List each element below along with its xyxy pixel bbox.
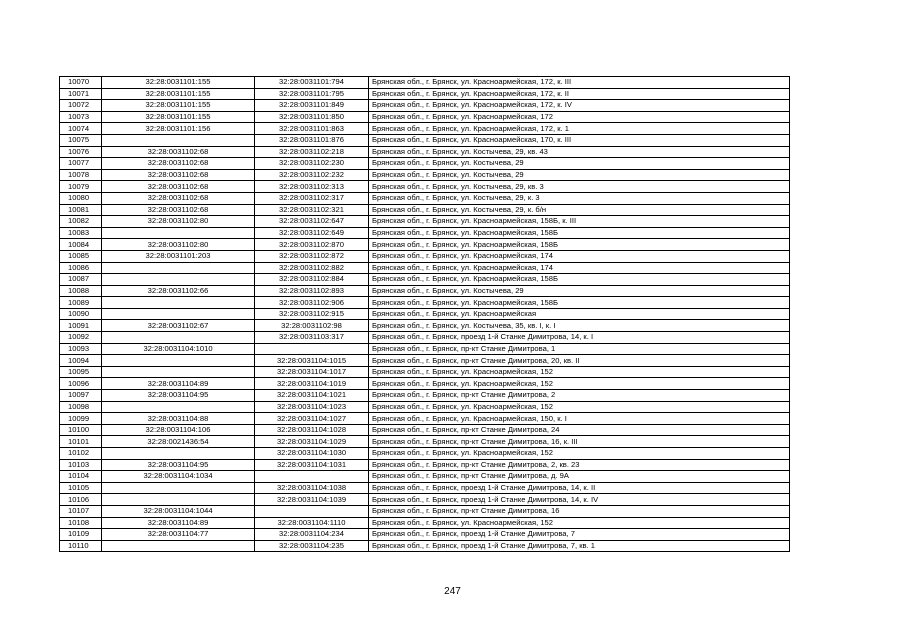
object-cadastral-number-cell: [255, 505, 369, 517]
address-cell: Брянская обл., г. Брянск, ул. Красноармейская, 172, к. II: [369, 88, 790, 100]
object-cadastral-number-cell: 32:28:0031102:317: [255, 192, 369, 204]
parcel-cadastral-number-cell: 32:28:0031104:95: [102, 459, 255, 471]
table-row: [60, 216, 790, 228]
parcel-cadastral-number-cell: 32:28:0031102:68: [102, 181, 255, 193]
parcel-cadastral-number-cell: [102, 332, 255, 344]
row-number-cell: 10072: [60, 100, 102, 112]
parcel-cadastral-number-cell: 32:28:0031102:68: [102, 158, 255, 170]
table-row: [60, 88, 790, 100]
address-cell: Брянская обл., г. Брянск, ул. Красноармейская, 158Б: [369, 227, 790, 239]
address-cell: Брянская обл., г. Брянск, ул. Красноармейская, 158Б, к. III: [369, 216, 790, 228]
row-number-cell: 10087: [60, 274, 102, 286]
parcel-cadastral-number-cell: 32:28:0031102:67: [102, 320, 255, 332]
address-cell: Брянская обл., г. Брянск, ул. Костычева, 29: [369, 169, 790, 181]
row-number-cell: 10075: [60, 134, 102, 146]
table-row: [60, 100, 790, 112]
row-number-cell: 10098: [60, 401, 102, 413]
parcel-cadastral-number-cell: [102, 297, 255, 309]
address-cell: Брянская обл., г. Брянск, пр-кт Станке Димитрова, 2, кв. 23: [369, 459, 790, 471]
row-number-cell: 10109: [60, 529, 102, 541]
row-number-cell: 10107: [60, 505, 102, 517]
address-cell: Брянская обл., г. Брянск, ул. Костычева, 29, кв. 3: [369, 181, 790, 193]
row-number-cell: 10100: [60, 424, 102, 436]
parcel-cadastral-number-cell: [102, 366, 255, 378]
address-cell: Брянская обл., г. Брянск, ул. Костычева, 29: [369, 158, 790, 170]
address-cell: Брянская обл., г. Брянск, ул. Красноармейская, 174: [369, 262, 790, 274]
row-number-cell: 10090: [60, 308, 102, 320]
address-cell: Брянская обл., г. Брянск, ул. Красноармейская, 172, к. III: [369, 77, 790, 89]
parcel-cadastral-number-cell: 32:28:0031101:155: [102, 111, 255, 123]
table-row: [60, 482, 790, 494]
parcel-cadastral-number-cell: 32:28:0031102:68: [102, 146, 255, 158]
row-number-cell: 10097: [60, 390, 102, 402]
table-row: [60, 146, 790, 158]
row-number-cell: 10095: [60, 366, 102, 378]
row-number-cell: 10077: [60, 158, 102, 170]
row-number-cell: 10106: [60, 494, 102, 506]
object-cadastral-number-cell: 32:28:0031104:1015: [255, 355, 369, 367]
parcel-cadastral-number-cell: 32:28:0031101:156: [102, 123, 255, 135]
address-cell: Брянская обл., г. Брянск, ул. Красноармейская, 152: [369, 366, 790, 378]
parcel-cadastral-number-cell: [102, 355, 255, 367]
object-cadastral-number-cell: 32:28:0031102:232: [255, 169, 369, 181]
row-number-cell: 10101: [60, 436, 102, 448]
table-row: [60, 239, 790, 251]
address-cell: Брянская обл., г. Брянск, проезд 1-й Станке Димитрова, 14, к. II: [369, 482, 790, 494]
row-number-cell: 10071: [60, 88, 102, 100]
object-cadastral-number-cell: 32:28:0031104:1028: [255, 424, 369, 436]
table-row: [60, 401, 790, 413]
table-row: [60, 169, 790, 181]
parcel-cadastral-number-cell: 32:28:0031104:95: [102, 390, 255, 402]
row-number-cell: 10070: [60, 77, 102, 89]
object-cadastral-number-cell: 32:28:0031102:218: [255, 146, 369, 158]
table-row: [60, 308, 790, 320]
address-cell: Брянская обл., г. Брянск, проезд 1-й Станке Димитрова, 7: [369, 529, 790, 541]
row-number-cell: 10092: [60, 332, 102, 344]
table-row: [60, 459, 790, 471]
parcel-cadastral-number-cell: 32:28:0031102:80: [102, 239, 255, 251]
object-cadastral-number-cell: [255, 343, 369, 355]
address-cell: Брянская обл., г. Брянск, ул. Костычева, 29: [369, 285, 790, 297]
parcel-cadastral-number-cell: 32:28:0031104:88: [102, 413, 255, 425]
table-row: [60, 390, 790, 402]
table-row: [60, 505, 790, 517]
row-number-cell: 10085: [60, 250, 102, 262]
table-row: [60, 332, 790, 344]
parcel-cadastral-number-cell: [102, 482, 255, 494]
address-cell: Брянская обл., г. Брянск, ул. Костычева, 29, к. 3: [369, 192, 790, 204]
address-cell: Брянская обл., г. Брянск, пр-кт Станке Димитрова, 2: [369, 390, 790, 402]
table-row: [60, 77, 790, 89]
row-number-cell: 10088: [60, 285, 102, 297]
address-cell: Брянская обл., г. Брянск, ул. Красноармейская, 172, к. 1: [369, 123, 790, 135]
row-number-cell: 10108: [60, 517, 102, 529]
row-number-cell: 10094: [60, 355, 102, 367]
parcel-cadastral-number-cell: 32:28:0031102:66: [102, 285, 255, 297]
table-row: [60, 192, 790, 204]
address-cell: Брянская обл., г. Брянск, ул. Красноармейская, 172, к. IV: [369, 100, 790, 112]
row-number-cell: 10079: [60, 181, 102, 193]
address-cell: Брянская обл., г. Брянск, ул. Красноармейская, 174: [369, 250, 790, 262]
object-cadastral-number-cell: 32:28:0031104:1030: [255, 448, 369, 460]
table-row: [60, 355, 790, 367]
address-cell: Брянская обл., г. Брянск, проезд 1-й Станке Димитрова, 7, кв. 1: [369, 540, 790, 552]
object-cadastral-number-cell: 32:28:0031101:794: [255, 77, 369, 89]
row-number-cell: 10082: [60, 216, 102, 228]
table-row: [60, 285, 790, 297]
table-row: [60, 448, 790, 460]
object-cadastral-number-cell: 32:28:0031104:235: [255, 540, 369, 552]
parcel-cadastral-number-cell: 32:28:0021436:54: [102, 436, 255, 448]
row-number-cell: 10084: [60, 239, 102, 251]
object-cadastral-number-cell: 32:28:0031104:1038: [255, 482, 369, 494]
table-body: [60, 77, 790, 552]
address-cell: Брянская обл., г. Брянск, пр-кт Станке Димитрова, 1: [369, 343, 790, 355]
object-cadastral-number-cell: 32:28:0031102:882: [255, 262, 369, 274]
address-cell: Брянская обл., г. Брянск, пр-кт Станке Димитрова, 20, кв. II: [369, 355, 790, 367]
address-cell: Брянская обл., г. Брянск, ул. Красноармейская, 172: [369, 111, 790, 123]
address-cell: Брянская обл., г. Брянск, пр-кт Станке Димитрова, 16: [369, 505, 790, 517]
row-number-cell: 10073: [60, 111, 102, 123]
row-number-cell: 10083: [60, 227, 102, 239]
parcel-cadastral-number-cell: 32:28:0031104:1044: [102, 505, 255, 517]
object-cadastral-number-cell: 32:28:0031102:647: [255, 216, 369, 228]
object-cadastral-number-cell: 32:28:0031104:1019: [255, 378, 369, 390]
object-cadastral-number-cell: 32:28:0031104:234: [255, 529, 369, 541]
row-number-cell: 10089: [60, 297, 102, 309]
row-number-cell: 10102: [60, 448, 102, 460]
row-number-cell: 10099: [60, 413, 102, 425]
table-row: [60, 227, 790, 239]
row-number-cell: 10093: [60, 343, 102, 355]
address-cell: Брянская обл., г. Брянск, ул. Красноармейская, 152: [369, 401, 790, 413]
parcel-cadastral-number-cell: 32:28:0031104:89: [102, 517, 255, 529]
parcel-cadastral-number-cell: 32:28:0031101:155: [102, 88, 255, 100]
parcel-cadastral-number-cell: 32:28:0031102:68: [102, 169, 255, 181]
object-cadastral-number-cell: 32:28:0031103:317: [255, 332, 369, 344]
table-row: [60, 517, 790, 529]
address-cell: Брянская обл., г. Брянск, ул. Костычева, 29, к. б/н: [369, 204, 790, 216]
object-cadastral-number-cell: 32:28:0031104:1017: [255, 366, 369, 378]
address-cell: Брянская обл., г. Брянск, ул. Костычева, 35, кв. I, к. I: [369, 320, 790, 332]
row-number-cell: 10103: [60, 459, 102, 471]
table-row: [60, 123, 790, 135]
row-number-cell: 10074: [60, 123, 102, 135]
table-row: [60, 494, 790, 506]
object-cadastral-number-cell: 32:28:0031104:1039: [255, 494, 369, 506]
table-row: [60, 343, 790, 355]
table-row: [60, 378, 790, 390]
parcel-cadastral-number-cell: [102, 308, 255, 320]
object-cadastral-number-cell: 32:28:0031102:870: [255, 239, 369, 251]
row-number-cell: 10110: [60, 540, 102, 552]
object-cadastral-number-cell: 32:28:0031102:649: [255, 227, 369, 239]
parcel-cadastral-number-cell: 32:28:0031104:106: [102, 424, 255, 436]
object-cadastral-number-cell: 32:28:0031104:1110: [255, 517, 369, 529]
parcel-cadastral-number-cell: 32:28:0031104:1010: [102, 343, 255, 355]
address-cell: Брянская обл., г. Брянск, пр-кт Станке Димитрова, д. 9А: [369, 471, 790, 483]
row-number-cell: 10078: [60, 169, 102, 181]
table-row: [60, 274, 790, 286]
parcel-cadastral-number-cell: 32:28:0031104:77: [102, 529, 255, 541]
parcel-cadastral-number-cell: [102, 227, 255, 239]
address-cell: Брянская обл., г. Брянск, проезд 1-й Станке Димитрова, 14, к. IV: [369, 494, 790, 506]
object-cadastral-number-cell: 32:28:0031104:1029: [255, 436, 369, 448]
parcel-cadastral-number-cell: 32:28:0031104:89: [102, 378, 255, 390]
table-row: [60, 424, 790, 436]
object-cadastral-number-cell: 32:28:0031102:884: [255, 274, 369, 286]
row-number-cell: 10104: [60, 471, 102, 483]
table-row: [60, 436, 790, 448]
object-cadastral-number-cell: 32:28:0031102:230: [255, 158, 369, 170]
address-cell: Брянская обл., г. Брянск, пр-кт Станке Димитрова, 24: [369, 424, 790, 436]
parcel-cadastral-number-cell: [102, 274, 255, 286]
address-cell: Брянская обл., г. Брянск, ул. Красноармейская, 152: [369, 517, 790, 529]
object-cadastral-number-cell: 32:28:0031102:98: [255, 320, 369, 332]
address-cell: Брянская обл., г. Брянск, ул. Красноармейская, 150, к. I: [369, 413, 790, 425]
table-row: [60, 250, 790, 262]
object-cadastral-number-cell: 32:28:0031104:1031: [255, 459, 369, 471]
address-cell: Брянская обл., г. Брянск, ул. Красноармейская, 158Б: [369, 274, 790, 286]
row-number-cell: 10096: [60, 378, 102, 390]
object-cadastral-number-cell: 32:28:0031104:1023: [255, 401, 369, 413]
row-number-cell: 10081: [60, 204, 102, 216]
address-cell: Брянская обл., г. Брянск, ул. Красноармейская, 152: [369, 448, 790, 460]
object-cadastral-number-cell: 32:28:0031101:795: [255, 88, 369, 100]
object-cadastral-number-cell: 32:28:0031104:1021: [255, 390, 369, 402]
object-cadastral-number-cell: 32:28:0031101:850: [255, 111, 369, 123]
parcel-cadastral-number-cell: [102, 494, 255, 506]
address-cell: Брянская обл., г. Брянск, ул. Красноармейская, 158Б: [369, 239, 790, 251]
table-row: [60, 111, 790, 123]
table-row: [60, 540, 790, 552]
page-number: 247: [444, 586, 461, 597]
table-row: [60, 529, 790, 541]
address-cell: Брянская обл., г. Брянск, ул. Красноармейская, 152: [369, 378, 790, 390]
address-cell: Брянская обл., г. Брянск, ул. Костычева, 29, кв. 43: [369, 146, 790, 158]
row-number-cell: 10080: [60, 192, 102, 204]
table-row: [60, 366, 790, 378]
object-cadastral-number-cell: 32:28:0031102:313: [255, 181, 369, 193]
object-cadastral-number-cell: 32:28:0031101:876: [255, 134, 369, 146]
object-cadastral-number-cell: 32:28:0031101:863: [255, 123, 369, 135]
address-cell: Брянская обл., г. Брянск, ул. Красноармейская, 170, к. III: [369, 134, 790, 146]
parcel-cadastral-number-cell: 32:28:0031101:203: [102, 250, 255, 262]
table-row: [60, 204, 790, 216]
table-row: [60, 320, 790, 332]
object-cadastral-number-cell: 32:28:0031102:893: [255, 285, 369, 297]
row-number-cell: 10105: [60, 482, 102, 494]
object-cadastral-number-cell: 32:28:0031104:1027: [255, 413, 369, 425]
address-cell: Брянская обл., г. Брянск, ул. Красноармейская: [369, 308, 790, 320]
parcel-cadastral-number-cell: 32:28:0031101:155: [102, 77, 255, 89]
table-row: [60, 158, 790, 170]
parcel-cadastral-number-cell: [102, 401, 255, 413]
table-row: [60, 297, 790, 309]
parcel-cadastral-number-cell: 32:28:0031102:68: [102, 204, 255, 216]
parcel-cadastral-number-cell: [102, 448, 255, 460]
parcel-cadastral-number-cell: [102, 134, 255, 146]
address-cell: Брянская обл., г. Брянск, ул. Красноармейская, 158Б: [369, 297, 790, 309]
object-cadastral-number-cell: [255, 471, 369, 483]
object-cadastral-number-cell: 32:28:0031102:321: [255, 204, 369, 216]
parcel-cadastral-number-cell: 32:28:0031102:80: [102, 216, 255, 228]
object-cadastral-number-cell: 32:28:0031102:872: [255, 250, 369, 262]
table-row: [60, 413, 790, 425]
row-number-cell: 10091: [60, 320, 102, 332]
parcel-cadastral-number-cell: 32:28:0031102:68: [102, 192, 255, 204]
parcel-cadastral-number-cell: [102, 262, 255, 274]
object-cadastral-number-cell: 32:28:0031101:849: [255, 100, 369, 112]
table-row: [60, 262, 790, 274]
table-row: [60, 181, 790, 193]
parcel-cadastral-number-cell: 32:28:0031104:1034: [102, 471, 255, 483]
registry-table: [59, 76, 790, 552]
object-cadastral-number-cell: 32:28:0031102:906: [255, 297, 369, 309]
address-cell: Брянская обл., г. Брянск, проезд 1-й Станке Димитрова, 14, к. I: [369, 332, 790, 344]
row-number-cell: 10076: [60, 146, 102, 158]
parcel-cadastral-number-cell: [102, 540, 255, 552]
address-cell: Брянская обл., г. Брянск, пр-кт Станке Димитрова, 16, к. III: [369, 436, 790, 448]
table-row: [60, 471, 790, 483]
parcel-cadastral-number-cell: 32:28:0031101:155: [102, 100, 255, 112]
row-number-cell: 10086: [60, 262, 102, 274]
table-row: [60, 134, 790, 146]
object-cadastral-number-cell: 32:28:0031102:915: [255, 308, 369, 320]
